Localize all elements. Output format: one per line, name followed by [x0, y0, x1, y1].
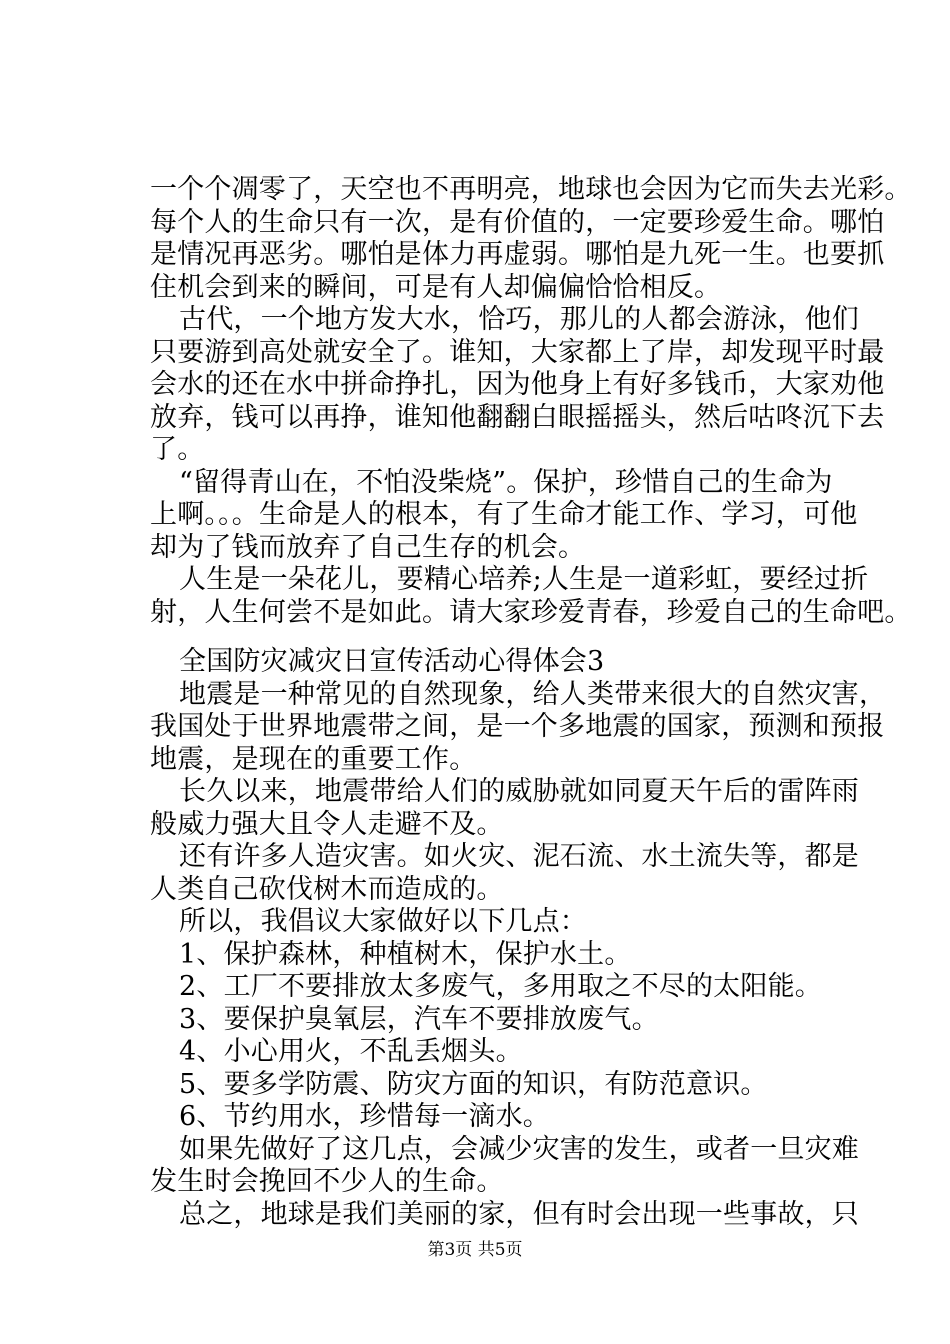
- text-line: 所以，我倡议大家做好以下几点：: [179, 906, 587, 937]
- text-line: 每个人的生命只有一次，是有价值的，一定要珍爱生命。哪怕: [150, 206, 885, 238]
- text-line: 总之，地球是我们美丽的家，但有时会出现一些事故，只: [179, 1198, 859, 1230]
- paragraph: [150, 646, 850, 679]
- text-line: 只要游到高处就安全了。谁知，大家都上了岸，却发现平时最: [150, 336, 885, 368]
- text-line: 5、要多学防震、防灾方面的知识，有防范意识。: [179, 1068, 768, 1100]
- text-line: 放弃，钱可以再挣，谁知他翻翻白眼摇摇头，然后咕咚沉下去: [150, 401, 885, 433]
- text-line: 3、要保护臭氧层，汽车不要排放废气。: [179, 1003, 659, 1035]
- paragraph: [150, 1101, 850, 1134]
- text-line: 2、工厂不要排放太多废气，多用取之不尽的太阳能。: [179, 971, 822, 1002]
- text-line: 上啊。。。生命是人的根本，有了生命才能工作、学习，可他: [150, 499, 858, 530]
- paragraph: [150, 1133, 859, 1199]
- paragraph: [150, 564, 912, 629]
- text-line: 会水的还在水中拼命挣扎，因为他身上有好多钱币，大家劝他: [150, 369, 885, 400]
- text-line: 了。: [150, 434, 205, 465]
- text-line: 却为了钱而放弃了自己生存的机会。: [150, 531, 586, 563]
- text-line: 地震，是现在的重要工作。: [150, 743, 477, 775]
- text-line: 射，人生何尝不是如此。请大家珍爱青春，珍爱自己的生命吧。: [150, 596, 912, 628]
- text-line: 6、节约用水，珍惜每一滴水。: [179, 1101, 550, 1132]
- text-line: 是情况再恶劣。哪怕是体力再虚弱。哪怕是九死一生。也要抓: [150, 239, 885, 270]
- paragraph: [150, 971, 850, 1004]
- text-line: 般威力强大且令人走避不及。: [150, 808, 504, 840]
- paragraph: [150, 1198, 859, 1232]
- paragraph: [150, 939, 850, 972]
- paragraph: [150, 776, 859, 841]
- page-footer: 第3页 共5页: [427, 1240, 523, 1260]
- paragraph: [150, 1069, 850, 1102]
- text-line: 4、小心用火，不乱丢烟头。: [179, 1036, 523, 1067]
- text-line: 一个个凋零了，天空也不再明亮，地球也会因为它而失去光彩。: [150, 174, 912, 205]
- paragraph: [150, 1004, 850, 1037]
- paragraph: [150, 1036, 850, 1069]
- paragraph: [150, 841, 859, 906]
- text-line: 发生时会挽回不少人的生命。: [150, 1166, 504, 1197]
- text-line: 全国防灾减灾日宣传活动心得体会3: [179, 646, 605, 677]
- text-line: 人生是一朵花儿，要精心培养;人生是一道彩虹，要经过折: [179, 564, 869, 595]
- text-line: 地震是一种常见的自然现象，给人类带来很大的自然灾害，: [179, 678, 887, 710]
- document-body: [150, 174, 912, 1231]
- text-line: 人类自己砍伐树木而造成的。: [150, 873, 504, 905]
- paragraph: [150, 304, 885, 467]
- paragraph: [150, 174, 912, 304]
- text-line: 古代，一个地方发大水，恰巧，那儿的人都会游泳，他们: [179, 304, 859, 335]
- text-line: 如果先做好了这几点，会减少灾害的发生，或者一旦灾难: [179, 1133, 859, 1165]
- text-line: 我国处于世界地震带之间，是一个多地震的国家，预测和预报: [150, 711, 885, 742]
- paragraph: [150, 678, 887, 777]
- paragraph: [150, 466, 858, 565]
- paragraph: [150, 906, 850, 939]
- text-line: 长久以来，地震带给人们的威胁就如同夏天午后的雷阵雨: [179, 776, 859, 807]
- text-line: “留得青山在，不怕没柴烧”。保护，珍惜自己的生命为: [179, 466, 833, 498]
- text-line: 1、保护森林，种植树木，保护水土。: [179, 938, 632, 970]
- text-line: 还有许多人造灾害。如火灾、泥石流、水土流失等，都是: [179, 841, 859, 872]
- text-line: 住机会到来的瞬间，可是有人却偏偏恰恰相反。: [150, 271, 722, 303]
